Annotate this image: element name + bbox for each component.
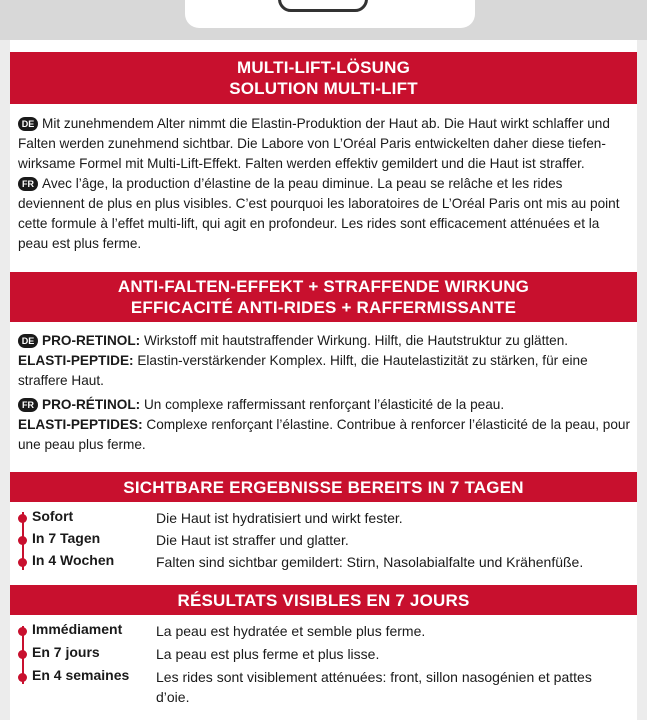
- result-label: Sofort: [32, 508, 74, 524]
- fr-badge: FR: [18, 177, 38, 191]
- ingredient-de-1: [18, 331, 630, 351]
- ingredient-text: Complexe renforçant l’élastine. Contribue à renforcer l’élasticité de la peau, pour une peau plus ferme.: [18, 417, 630, 452]
- result-label: Immédiament: [32, 621, 123, 637]
- ingredient-name: PRO-RETINOL:: [42, 333, 141, 348]
- ingredient-name: PRO-RÉTINOL:: [42, 397, 141, 412]
- section-header-anti-wrinkle: [10, 272, 637, 322]
- bullet-dot: [18, 673, 27, 682]
- section-title-de: MULTI-LIFT-LÖSUNG: [236, 58, 411, 77]
- result-text: Die Haut ist straffer und glatter.: [156, 532, 349, 548]
- result-text: Les rides sont visiblement atténuées: front, sillon nasogénien et pattes d’oie.: [156, 669, 592, 705]
- section-header-multi-lift: [10, 52, 637, 104]
- bullet-dot: [18, 558, 27, 567]
- section-title-fr: EFFICACITÉ ANTI-RIDES + RAFFERMISSANTE: [130, 298, 517, 317]
- result-label: En 7 jours: [32, 644, 100, 660]
- ingredient-name: ELASTI-PEPTIDES:: [18, 417, 143, 432]
- section-title-fr: SOLUTION MULTI-LIFT: [229, 79, 418, 98]
- paragraph-de: [18, 114, 630, 174]
- result-label: In 7 Tagen: [32, 530, 101, 546]
- ingredient-de-2: [18, 351, 630, 391]
- ingredient-text: Wirkstoff mit hautstraffender Wirkung. Hilft, die Hautstruktur zu glätten.: [143, 333, 569, 348]
- section-header-results-fr: [10, 585, 637, 615]
- ingredient-fr-1: [18, 395, 630, 415]
- bullet-dot: [18, 536, 27, 545]
- fr-badge: FR: [18, 398, 38, 412]
- result-text: La peau est plus ferme et plus lisse.: [156, 646, 380, 662]
- bullet-dot: [18, 650, 27, 659]
- section-header-results-de: [10, 472, 637, 502]
- de-badge: DE: [18, 117, 38, 131]
- ingredient-name: ELASTI-PEPTIDE:: [18, 353, 134, 368]
- ingredient-fr-2: [18, 415, 630, 455]
- paragraph-de-text: Mit zunehmendem Alter nimmt die Elastin-Produktion der Haut ab. Die Haut wirkt schlaffer und Falten werden zunehmend sichtbar. Die Labore von L’Oréal Paris entwickelten daher diese tiefen-wirksame Formel mit Multi-Lift-Effekt. Falten werden effektiv gemildert und die Haut ist straffer.: [18, 116, 610, 171]
- result-label: In 4 Wochen: [32, 552, 115, 568]
- ingredient-text: Un complexe raffermissant renforçant l’élasticité de la peau.: [143, 397, 505, 412]
- section-title-de: ANTI-FALTEN-EFFEKT + STRAFFENDE WIRKUNG: [117, 277, 530, 296]
- paragraph-fr: [18, 174, 630, 254]
- hang-hole-icon: [278, 0, 368, 12]
- result-text: Die Haut ist hydratisiert und wirkt fester.: [156, 510, 403, 526]
- de-badge: DE: [18, 334, 38, 348]
- section-body-anti-wrinkle: [18, 331, 630, 455]
- section-title: SICHTBARE ERGEBNISSE BEREITS IN 7 TAGEN: [123, 478, 524, 497]
- result-text: La peau est hydratée et semble plus ferme.: [156, 623, 426, 639]
- section-title: RÉSULTATS VISIBLES EN 7 JOURS: [177, 591, 470, 610]
- ingredient-text: Elastin-verstärkender Komplex. Hilft, die Hautelastizität zu stärken, für eine straffere Haut.: [18, 353, 588, 388]
- result-text: Falten sind sichtbar gemildert: Stirn, Nasolabialfalte und Krähenfüße.: [156, 554, 584, 570]
- paragraph-fr-text: Avec l’âge, la production d’élastine de la peau diminue. La peau se relâche et les rides deviennent de plus en plus visibles. C’est pourquoi les laboratoires de L’Oréal Paris ont mis au point cette formule à l’effet multi-lift, qui agit en profondeur. Les rides sont efficacement atténuées et la peau est plus ferme.: [18, 176, 620, 251]
- bullet-dot: [18, 514, 27, 523]
- bullet-dot: [18, 627, 27, 636]
- section-body-multi-lift: [18, 114, 630, 254]
- result-label: En 4 semaines: [32, 667, 130, 683]
